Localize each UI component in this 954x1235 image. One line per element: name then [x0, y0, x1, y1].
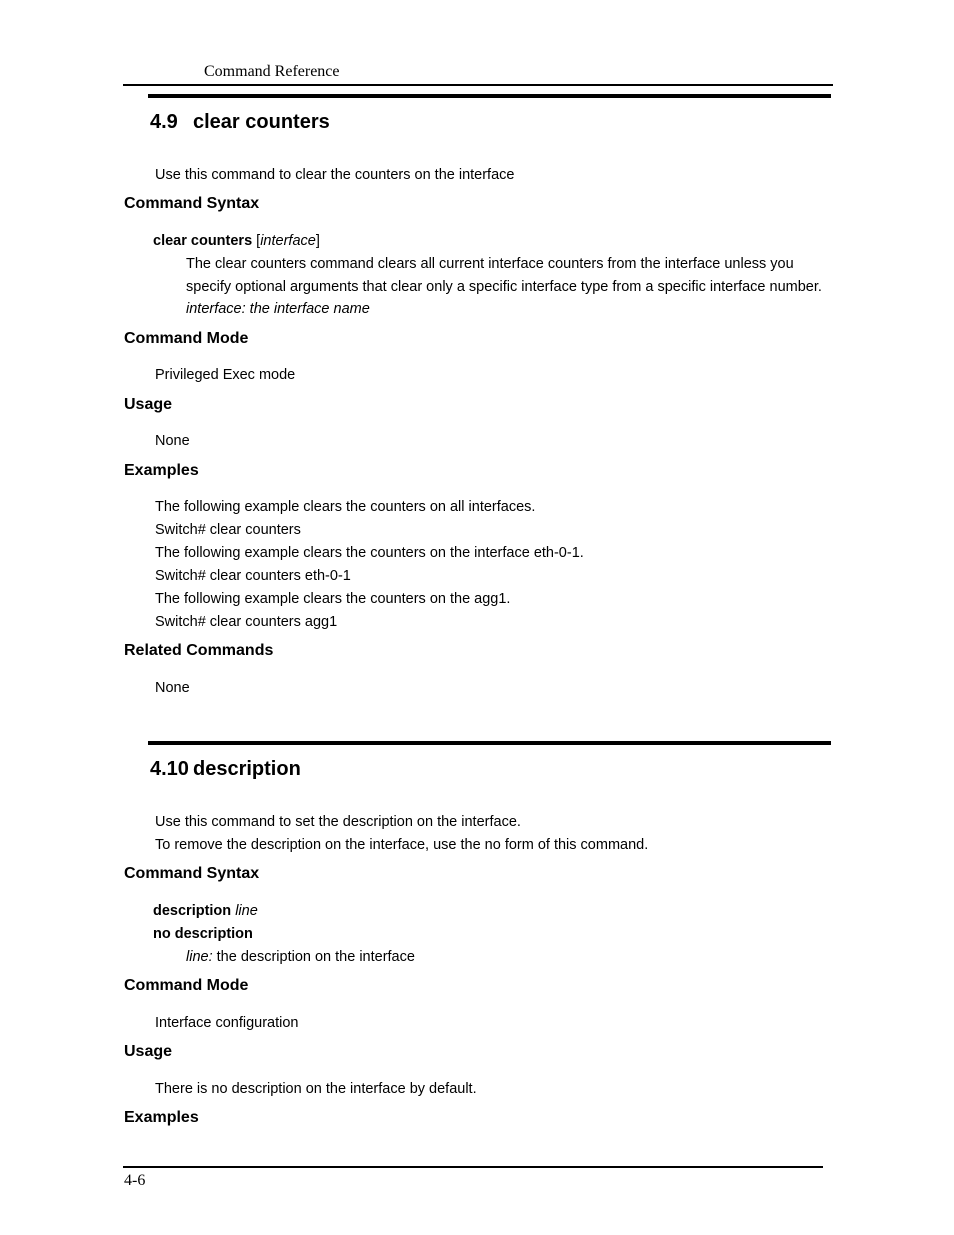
related-commands-text: None [155, 680, 190, 696]
section-title [150, 111, 330, 134]
command-syntax-line [153, 903, 258, 919]
usage-heading: Usage [124, 1043, 173, 1060]
parameter-description [186, 949, 415, 965]
usage-text: None [155, 433, 190, 449]
page-number: 4-6 [124, 1172, 146, 1189]
parameter-text: the description on the interface [212, 949, 415, 965]
syntax-bracket-open: [ [256, 233, 261, 249]
parameter-description: interface: the interface name [186, 301, 370, 317]
syntax-description-line: The clear counters command clears all current interface counters from the interface unless you [186, 256, 794, 272]
syntax-bracket-close: ] [315, 233, 320, 249]
usage-heading: Usage [124, 396, 173, 413]
command-syntax-heading: Command Syntax [124, 195, 260, 212]
syntax-description-line: specify optional arguments that clear only a specific interface type from a specific interface number. [186, 279, 822, 295]
related-commands-heading: Related Commands [124, 642, 274, 659]
footer-rule [123, 1166, 823, 1168]
command-syntax-line [153, 233, 320, 249]
command-syntax-no-form: no description [153, 926, 253, 942]
running-head: Command Reference [204, 63, 340, 80]
section-title [150, 758, 301, 781]
section-number: 4.9 [150, 111, 178, 133]
syntax-command: clear counters [153, 233, 253, 249]
syntax-command: description [153, 903, 232, 919]
section-name: clear counters [193, 111, 330, 133]
section-name: description [193, 758, 301, 780]
section-rule [148, 741, 831, 745]
command-mode-heading: Command Mode [124, 330, 249, 347]
parameter-name: line: [186, 949, 213, 965]
example-line: Switch# clear counters eth-0-1 [155, 568, 351, 584]
example-line: Switch# clear counters agg1 [155, 614, 338, 630]
header-rule [123, 84, 833, 86]
command-mode-heading: Command Mode [124, 977, 249, 994]
usage-text: There is no description on the interface by default. [155, 1081, 477, 1097]
command-syntax-heading: Command Syntax [124, 865, 260, 882]
command-mode-text: Interface configuration [155, 1015, 299, 1031]
syntax-argument: interface [260, 233, 316, 249]
example-line: The following example clears the counters on the interface eth-0-1. [155, 545, 584, 561]
example-line: The following example clears the counters on all interfaces. [155, 499, 536, 515]
section-number: 4.10 [150, 758, 189, 780]
example-line: Switch# clear counters [155, 522, 301, 538]
examples-heading: Examples [124, 462, 199, 479]
example-line: The following example clears the counters on the agg1. [155, 591, 511, 607]
section-intro: To remove the description on the interface, use the no form of this command. [155, 837, 649, 853]
syntax-argument: line [235, 903, 258, 919]
examples-heading: Examples [124, 1109, 199, 1126]
command-mode-text: Privileged Exec mode [155, 367, 296, 383]
section-rule [148, 94, 831, 98]
section-intro: Use this command to clear the counters on the interface [155, 167, 515, 183]
section-intro: Use this command to set the description on the interface. [155, 814, 521, 830]
